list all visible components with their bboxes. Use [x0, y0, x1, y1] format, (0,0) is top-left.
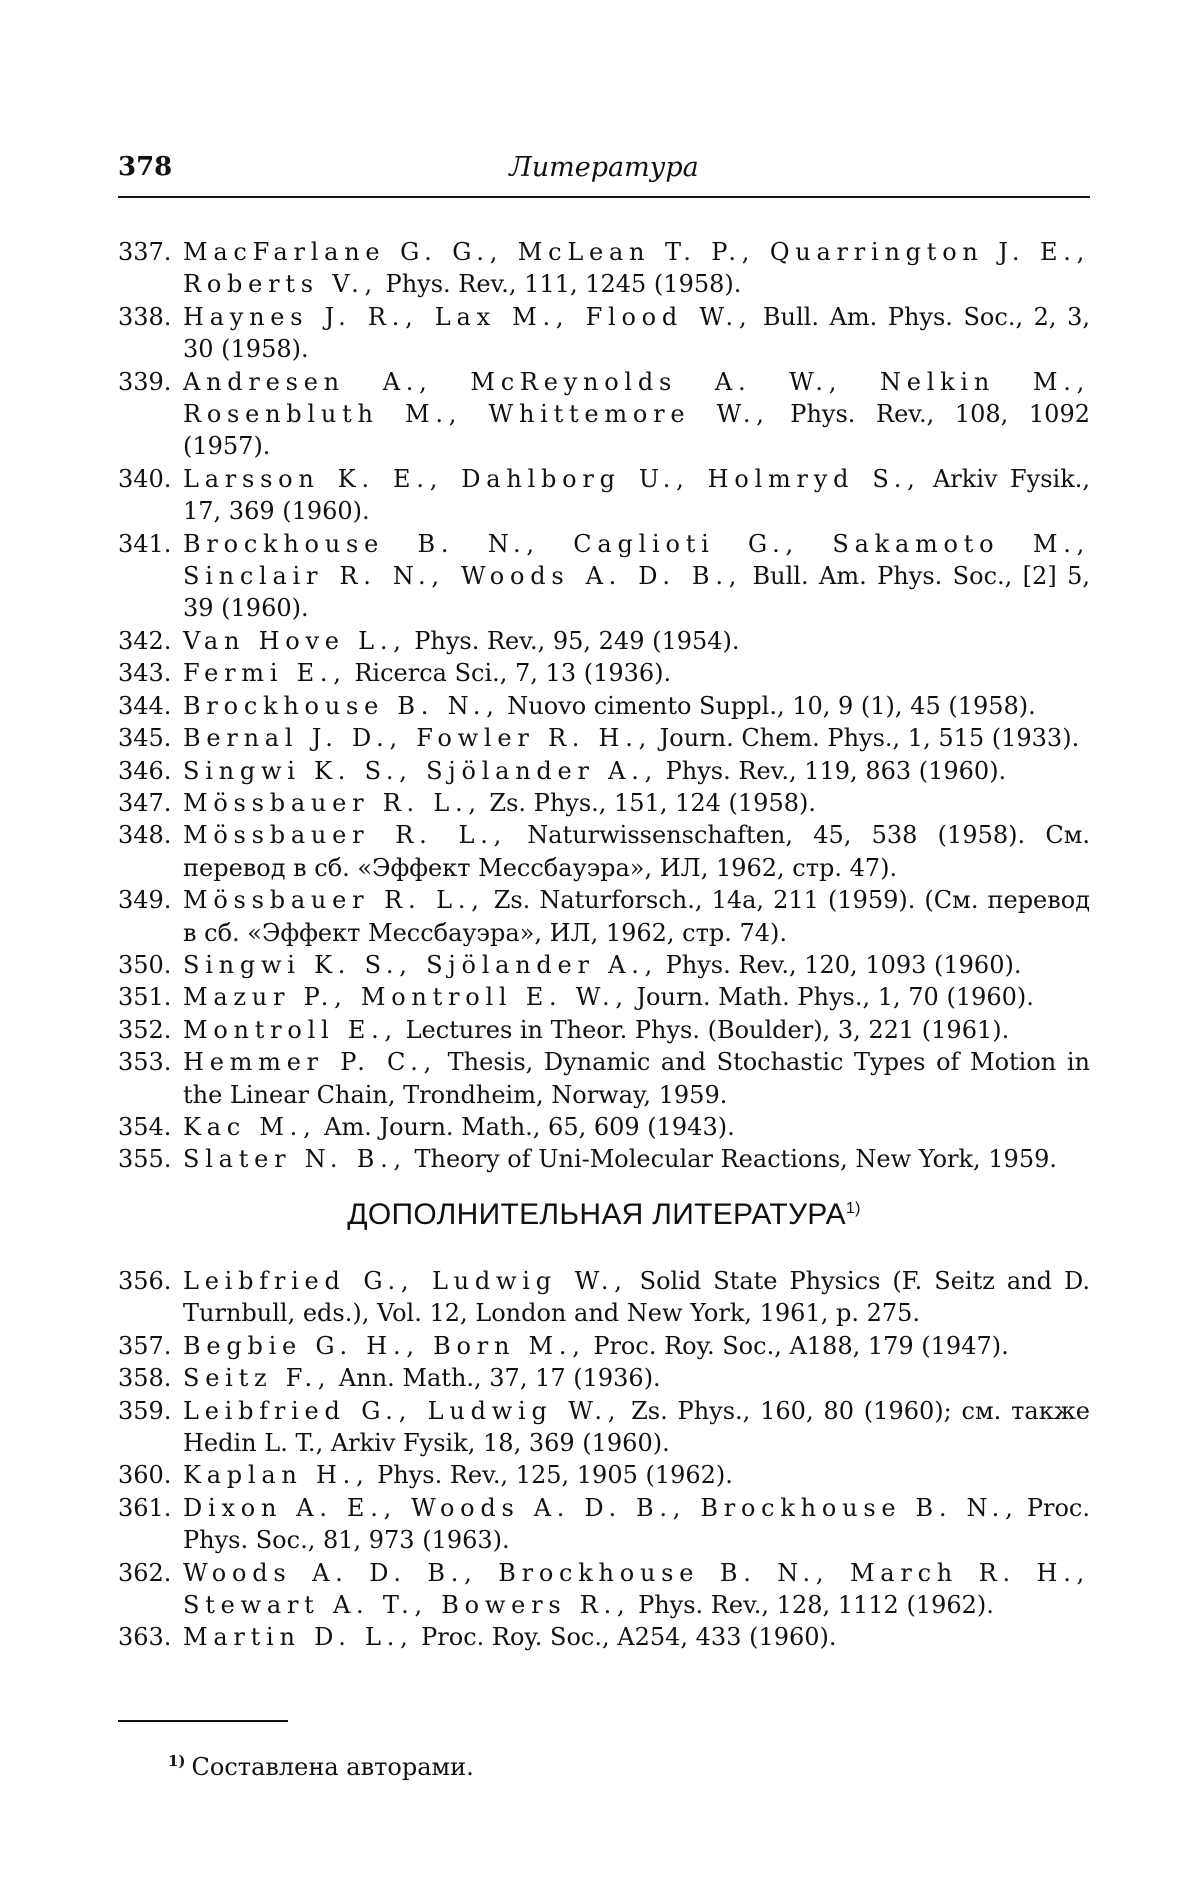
reference-authors: Larsson K. E., Dahlborg U., Holmryd S.,: [183, 464, 921, 493]
reference-source: Phys. Rev., 119, 863 (1960).: [665, 756, 1007, 785]
reference-authors: Begbie G. H., Born M.,: [183, 1331, 586, 1360]
reference-source: Phys. Rev., 125, 1905 (1962).: [377, 1461, 733, 1490]
reference-authors: Woods A. D. B., Brockhouse B. N., March R. H., Stewart A. T., Bowers R.,: [183, 1558, 1090, 1620]
reference-number: 350.: [118, 950, 172, 979]
reference-authors: MacFarlane G. G., McLean T. P., Quarrington J. E., Roberts V.,: [183, 238, 1090, 299]
reference-source: Journ. Math. Phys., 1, 70 (1960).: [636, 983, 1034, 1012]
reference-entry: [118, 1459, 1090, 1491]
reference-number: 346.: [118, 756, 172, 785]
reference-number: 347.: [118, 788, 172, 817]
reference-entry: [118, 819, 1090, 884]
reference-number: 341.: [118, 529, 172, 558]
reference-authors: Andresen A., McReynolds A. W., Nelkin M., Rosenbluth M., Whittemore W.,: [183, 367, 1090, 429]
page-number: 378: [118, 152, 173, 182]
reference-source: Zs. Phys., 160, 80 (1960); см. также Hedin L. T., Arkiv Fysik, 18, 369 (1960).: [183, 1396, 1090, 1458]
reference-number: 362.: [118, 1558, 172, 1587]
reference-source: Phys. Rev., 128, 1112 (1962).: [638, 1591, 994, 1620]
reference-number: 344.: [118, 691, 172, 720]
reference-number: 351.: [118, 983, 172, 1012]
reference-number: 355.: [118, 1145, 172, 1174]
footnote-mark: 1): [168, 1752, 186, 1770]
reference-number: 337.: [118, 238, 172, 266]
reference-entry: [118, 463, 1090, 528]
reference-authors: Singwi K. S., Sjölander A.,: [183, 950, 658, 979]
reference-number: 348.: [118, 821, 172, 850]
reference-entry: [118, 949, 1090, 981]
reference-authors: Van Hove L.,: [183, 626, 407, 655]
reference-entry: [118, 1362, 1090, 1394]
reference-entry: [118, 1492, 1090, 1557]
reference-entry: [118, 236, 1090, 301]
reference-source: Nuovo cimento Suppl., 10, 9 (1), 45 (1958).: [507, 691, 1036, 720]
additional-reference-list: [118, 1265, 1090, 1654]
reference-number: 363.: [118, 1623, 172, 1652]
reference-number: 359.: [118, 1396, 172, 1425]
reference-authors: Mössbauer R. L.,: [183, 886, 485, 915]
reference-number: 345.: [118, 724, 172, 753]
reference-authors: Seitz F.,: [183, 1364, 332, 1393]
reference-source: Phys. Rev., 120, 1093 (1960).: [665, 950, 1022, 979]
reference-number: 342.: [118, 626, 172, 655]
reference-source: Bull. Am. Phys. Soc., 2, 3, 30 (1958).: [183, 302, 1090, 364]
reference-source: Phys. Rev., 108, 1092 (1957).: [183, 400, 1090, 461]
reference-source: Zs. Naturforsch., 14a, 211 (1959). (См. перевод в сб. «Эффект Мессбауэра», ИЛ, 1962, стр. 74).: [183, 886, 1090, 947]
footnote-text: Составлена авторами.: [191, 1753, 474, 1781]
reference-number: 360.: [118, 1461, 172, 1490]
reference-entry: [118, 722, 1090, 754]
reference-number: 361.: [118, 1493, 172, 1522]
reference-source: Journ. Chem. Phys., 1, 515 (1933).: [659, 724, 1080, 753]
reference-entry: [118, 528, 1090, 625]
footnote-marker: 1): [845, 1200, 861, 1217]
reference-authors: Leibfried G., Ludwig W.,: [183, 1396, 622, 1425]
reference-entry: [118, 1046, 1090, 1111]
reference-authors: Bernal J. D., Fowler R. H.,: [183, 724, 653, 753]
reference-source: Arkiv Fysik., 17, 369 (1960).: [183, 464, 1090, 526]
reference-source: Proc. Phys. Soc., 81, 973 (1963).: [183, 1493, 1090, 1555]
reference-source: Theory of Uni-Molecular Reactions, New York, 1959.: [414, 1145, 1057, 1174]
reference-entry: [118, 787, 1090, 819]
page-header: [118, 152, 1090, 192]
reference-number: 343.: [118, 659, 172, 688]
reference-number: 358.: [118, 1364, 172, 1393]
reference-entry: [118, 1265, 1090, 1330]
reference-authors: Slater N. B.,: [183, 1145, 407, 1174]
reference-source: Ricerca Sci., 7, 13 (1936).: [354, 659, 672, 688]
reference-authors: Mazur P., Montroll E. W.,: [183, 983, 629, 1012]
running-title: Литература: [509, 152, 699, 183]
reference-authors: Mössbauer R. L.,: [183, 821, 507, 850]
reference-number: 349.: [118, 886, 172, 915]
reference-entry: [118, 1143, 1090, 1175]
footnote-rule: [118, 1720, 288, 1722]
reference-source: Lectures in Theor. Phys. (Boulder), 3, 221 (1961).: [405, 1015, 1010, 1044]
reference-list: [118, 236, 1090, 1176]
reference-source: Proc. Roy. Soc., A254, 433 (1960).: [421, 1623, 837, 1652]
reference-entry: [118, 1557, 1090, 1622]
reference-source: Thesis, Dynamic and Stochastic Types of Motion in the Linear Chain, Trondheim, Norway, 1959.: [183, 1048, 1090, 1109]
reference-source: Naturwissenschaften, 45, 538 (1958). См. перевод в сб. «Эффект Мессбауэра», ИЛ, 1962, стр. 47).: [183, 821, 1090, 882]
reference-entry: [118, 625, 1090, 657]
reference-authors: Haynes J. R., Lax M., Flood W.,: [183, 302, 753, 331]
reference-authors: Martin D. L.,: [183, 1623, 414, 1652]
reference-authors: Singwi K. S., Sjölander A.,: [183, 756, 658, 785]
reference-source: Zs. Phys., 151, 124 (1958).: [489, 788, 816, 817]
footnote: [168, 1752, 474, 1781]
reference-number: 339.: [118, 367, 172, 396]
reference-entry: [118, 1621, 1090, 1653]
reference-entry: [118, 690, 1090, 722]
reference-source: Ann. Math., 37, 17 (1936).: [338, 1364, 661, 1393]
reference-authors: Leibfried G., Ludwig W.,: [183, 1267, 628, 1295]
reference-entry: [118, 981, 1090, 1013]
reference-entry: [118, 657, 1090, 689]
reference-entry: [118, 755, 1090, 787]
reference-authors: Brockhouse B. N., Caglioti G., Sakamoto M., Sinclair R. N., Woods A. D. B.,: [183, 529, 1090, 591]
reference-entry: [118, 366, 1090, 463]
reference-number: 340.: [118, 464, 172, 493]
reference-source: Solid State Physics (F. Seitz and D. Turnbull, eds.), Vol. 12, London and New York, 1961, p. 275.: [183, 1267, 1090, 1328]
section-title-text: ДОПОЛНИТЕЛЬНАЯ ЛИТЕРАТУРА: [347, 1198, 846, 1231]
reference-number: 356.: [118, 1267, 172, 1295]
reference-source: Am. Journ. Math., 65, 609 (1943).: [324, 1112, 735, 1141]
reference-authors: Brockhouse B. N.,: [183, 691, 500, 720]
reference-authors: Hemmer P. C.,: [183, 1048, 438, 1077]
reference-entry: [118, 1395, 1090, 1460]
reference-number: 338.: [118, 302, 172, 331]
reference-source: Proc. Roy. Soc., A188, 179 (1947).: [593, 1331, 1009, 1360]
reference-authors: Mössbauer R. L.,: [183, 788, 482, 817]
reference-authors: Fermi E.,: [183, 659, 347, 688]
reference-entry: [118, 1014, 1090, 1046]
additional-literature-heading: [118, 1198, 1090, 1232]
header-rule: [118, 196, 1090, 198]
reference-authors: Dixon A. E., Woods A. D. B., Brockhouse B. N.,: [183, 1493, 1019, 1522]
reference-entry: [118, 1111, 1090, 1143]
reference-source: Phys. Rev., 111, 1245 (1958).: [385, 270, 742, 299]
reference-number: 353.: [118, 1048, 172, 1077]
reference-authors: Kac M.,: [183, 1112, 317, 1141]
reference-number: 354.: [118, 1112, 172, 1141]
reference-authors: Kaplan H.,: [183, 1461, 370, 1490]
reference-number: 352.: [118, 1015, 172, 1044]
reference-number: 357.: [118, 1331, 172, 1360]
reference-source: Phys. Rev., 95, 249 (1954).: [414, 626, 740, 655]
reference-entry: [118, 884, 1090, 949]
reference-entry: [118, 1330, 1090, 1362]
reference-entry: [118, 301, 1090, 366]
reference-authors: Montroll E.,: [183, 1015, 398, 1044]
reference-source: Bull. Am. Phys. Soc., [2] 5, 39 (1960).: [183, 562, 1090, 623]
